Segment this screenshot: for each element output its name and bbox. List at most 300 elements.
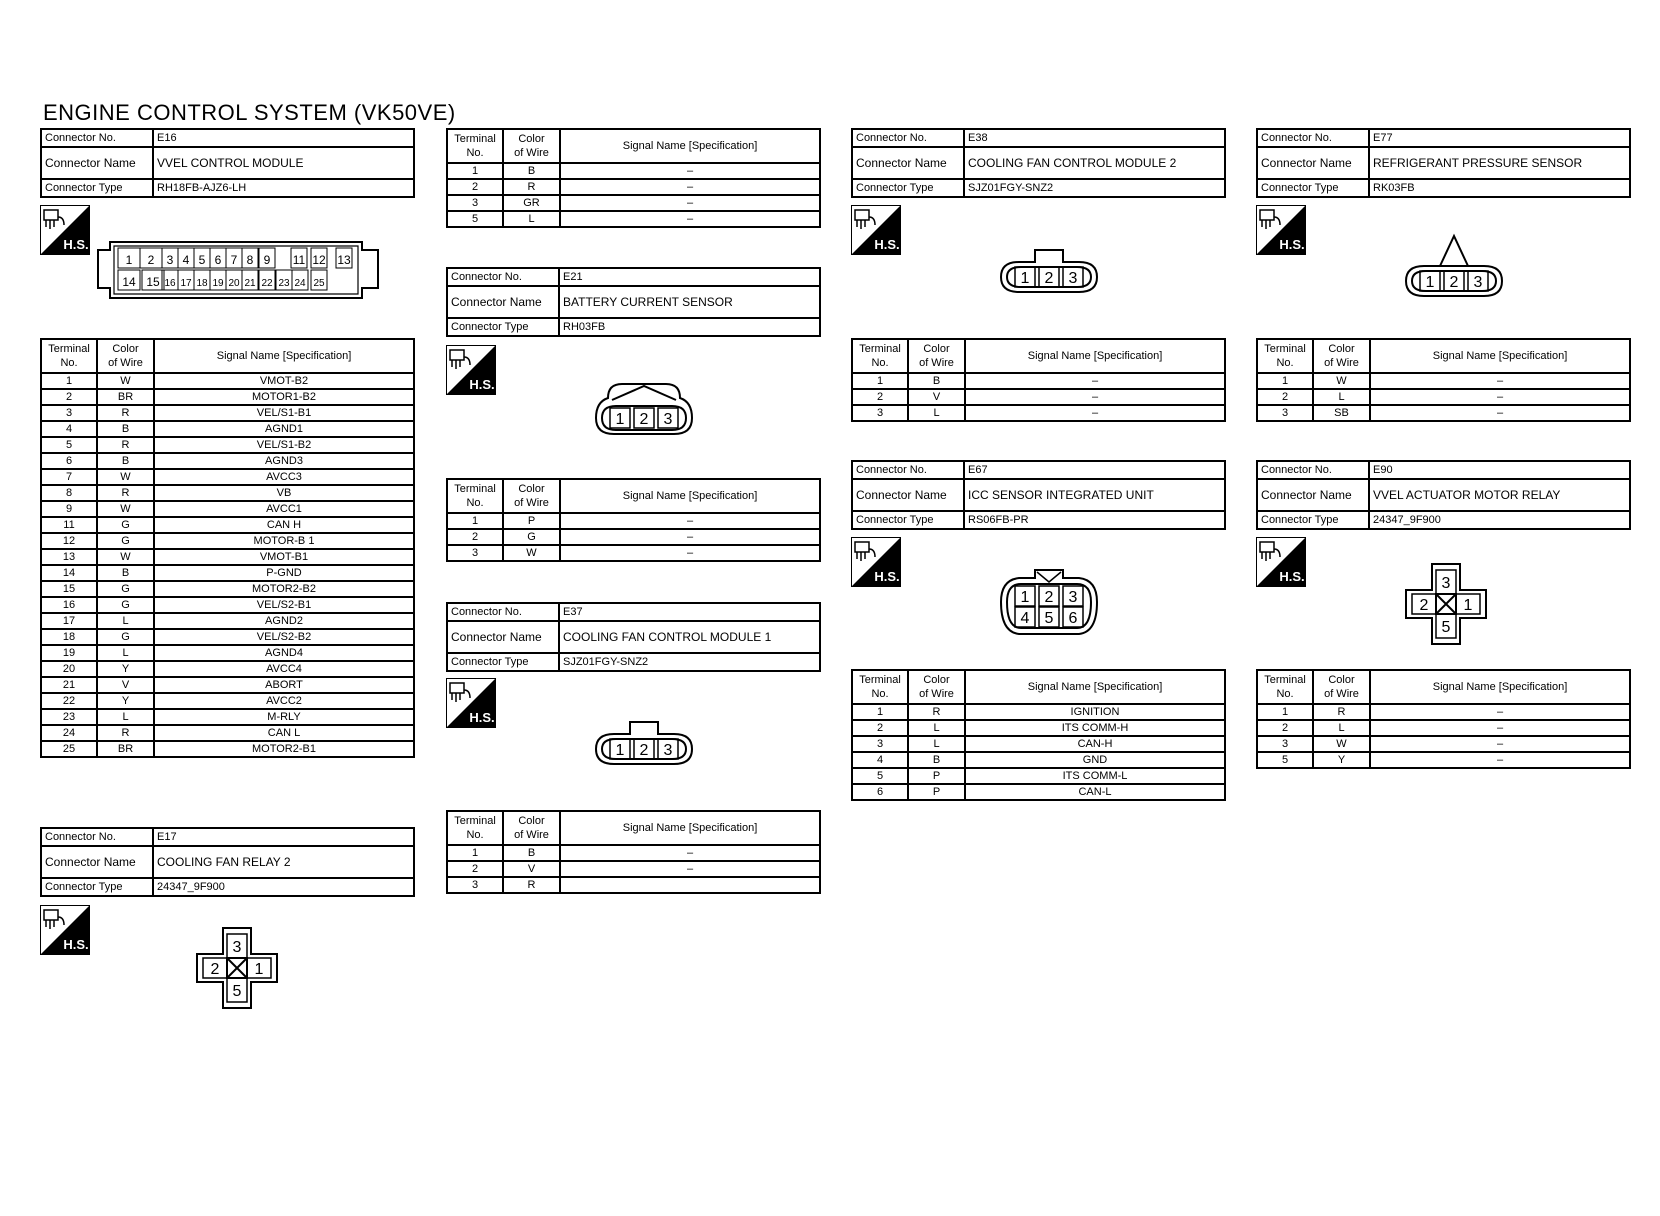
info-key: Connector No. bbox=[1257, 129, 1369, 147]
header-color-of-wire: Color of Wire bbox=[503, 811, 560, 845]
signal-name: – bbox=[560, 545, 820, 561]
pin-number: 8 bbox=[246, 253, 254, 267]
signal-name: VB bbox=[154, 485, 414, 501]
connector-no: E77 bbox=[1369, 129, 1630, 147]
connector-name: COOLING FAN CONTROL MODULE 1 bbox=[559, 621, 820, 653]
header-signal-name: Signal Name [Specification] bbox=[560, 129, 820, 163]
signal-name: MOTOR2-B1 bbox=[154, 741, 414, 757]
hs-label: H.S. bbox=[874, 237, 900, 252]
signal-name: MOTOR-B 1 bbox=[154, 533, 414, 549]
terminal-no: 5 bbox=[1257, 752, 1313, 768]
pin-number: 1 bbox=[254, 961, 264, 978]
header-signal-name: Signal Name [Specification] bbox=[560, 479, 820, 513]
harness-side-icon bbox=[446, 345, 496, 395]
connector-info-e90 bbox=[1256, 460, 1631, 530]
info-key: Connector No. bbox=[447, 603, 559, 621]
terminal-no: 1 bbox=[447, 513, 503, 529]
terminal-no: 2 bbox=[447, 179, 503, 195]
table-row bbox=[41, 709, 414, 725]
wire-color: R bbox=[503, 179, 560, 195]
signal-name: AGND2 bbox=[154, 613, 414, 629]
table-row bbox=[447, 861, 820, 877]
terminal-table-e77 bbox=[1256, 338, 1631, 422]
pin-number: 1 bbox=[1463, 597, 1473, 614]
wire-color: B bbox=[908, 752, 965, 768]
connector-face-e38 bbox=[999, 246, 1099, 296]
signal-name: AVCC2 bbox=[154, 693, 414, 709]
connector-type: SJZ01FGY-SNZ2 bbox=[559, 653, 820, 671]
terminal-no: 3 bbox=[852, 736, 908, 752]
wire-color: B bbox=[908, 373, 965, 389]
harness-side-icon bbox=[851, 537, 901, 587]
pin-number: 2 bbox=[1419, 597, 1429, 614]
header-color-of-wire: Color of Wire bbox=[1313, 670, 1370, 704]
pin-number: 11 bbox=[292, 253, 306, 267]
signal-name: MOTOR2-B2 bbox=[154, 581, 414, 597]
pin-number: 23 bbox=[278, 278, 290, 289]
pin-number: 5 bbox=[198, 253, 206, 267]
terminal-no: 2 bbox=[447, 529, 503, 545]
hs-label: H.S. bbox=[469, 710, 495, 725]
pin-number: 3 bbox=[232, 939, 242, 956]
table-row bbox=[447, 529, 820, 545]
header-signal-name: Signal Name [Specification] bbox=[154, 339, 414, 373]
pin-number: 18 bbox=[196, 278, 208, 289]
pin-number: 13 bbox=[337, 253, 351, 267]
table-row bbox=[447, 163, 820, 179]
terminal-no: 7 bbox=[41, 469, 97, 485]
connector-info-e38 bbox=[851, 128, 1226, 198]
pin-number: 9 bbox=[263, 253, 271, 267]
connector-type: 24347_9F900 bbox=[153, 878, 414, 896]
info-key: Connector No. bbox=[852, 461, 964, 479]
terminal-table bbox=[1256, 669, 1631, 769]
terminal-table bbox=[851, 338, 1226, 422]
terminal-no: 4 bbox=[41, 421, 97, 437]
table-row bbox=[447, 845, 820, 861]
signal-name: VEL/S1-B2 bbox=[154, 437, 414, 453]
table-row bbox=[852, 405, 1225, 421]
terminal-no: 23 bbox=[41, 709, 97, 725]
wire-color: B bbox=[503, 845, 560, 861]
terminal-no: 21 bbox=[41, 677, 97, 693]
pin-number: 2 bbox=[1449, 274, 1459, 291]
pin-number: 3 bbox=[1068, 589, 1078, 606]
terminal-no: 4 bbox=[852, 752, 908, 768]
terminal-table-e37 bbox=[446, 810, 821, 894]
table-row bbox=[41, 373, 414, 389]
signal-name: – bbox=[1370, 704, 1630, 720]
table-row bbox=[852, 704, 1225, 720]
info-key: Connector Name bbox=[852, 147, 964, 179]
harness-side-icon bbox=[40, 905, 90, 955]
connector-info-table bbox=[40, 128, 415, 198]
connector-type: 24347_9F900 bbox=[1369, 511, 1630, 529]
wire-color: R bbox=[503, 877, 560, 893]
signal-name: VEL/S1-B1 bbox=[154, 405, 414, 421]
wire-color: Y bbox=[1313, 752, 1370, 768]
info-key: Connector Type bbox=[1257, 511, 1369, 529]
terminal-no: 17 bbox=[41, 613, 97, 629]
hs-label: H.S. bbox=[469, 377, 495, 392]
connector-name: REFRIGERANT PRESSURE SENSOR bbox=[1369, 147, 1630, 179]
signal-name: CAN L bbox=[154, 725, 414, 741]
info-key: Connector Name bbox=[41, 846, 153, 878]
wire-color: W bbox=[97, 373, 154, 389]
table-row bbox=[41, 565, 414, 581]
terminal-no: 15 bbox=[41, 581, 97, 597]
connector-no: E16 bbox=[153, 129, 414, 147]
wire-color: V bbox=[908, 389, 965, 405]
pin-number: 1 bbox=[615, 742, 625, 759]
terminal-no: 1 bbox=[1257, 704, 1313, 720]
table-row bbox=[41, 517, 414, 533]
table-row bbox=[41, 741, 414, 757]
table-row bbox=[447, 211, 820, 227]
table-row bbox=[447, 195, 820, 211]
pin-number: 14 bbox=[122, 275, 136, 289]
pin-number: 3 bbox=[166, 253, 174, 267]
harness-side-icon bbox=[1256, 205, 1306, 255]
table-row bbox=[41, 421, 414, 437]
pin-number: 6 bbox=[214, 253, 222, 267]
terminal-table-e21 bbox=[446, 478, 821, 562]
table-row bbox=[41, 661, 414, 677]
wire-color: G bbox=[97, 597, 154, 613]
table-row bbox=[41, 533, 414, 549]
table-row bbox=[41, 677, 414, 693]
terminal-no: 25 bbox=[41, 741, 97, 757]
table-row bbox=[852, 784, 1225, 800]
terminal-no: 8 bbox=[41, 485, 97, 501]
table-row bbox=[41, 613, 414, 629]
terminal-no: 2 bbox=[41, 389, 97, 405]
terminal-table bbox=[446, 478, 821, 562]
pin-number: 2 bbox=[1044, 589, 1054, 606]
signal-name: AVCC3 bbox=[154, 469, 414, 485]
pin-number: 4 bbox=[182, 253, 190, 267]
terminal-no: 3 bbox=[447, 877, 503, 893]
wire-color: R bbox=[1313, 704, 1370, 720]
wire-color: B bbox=[503, 163, 560, 179]
wire-color: R bbox=[97, 437, 154, 453]
terminal-table bbox=[851, 669, 1226, 801]
wire-color: W bbox=[97, 549, 154, 565]
page-title: ENGINE CONTROL SYSTEM (VK50VE) bbox=[43, 100, 456, 125]
connector-face-e37 bbox=[594, 718, 694, 768]
terminal-no: 2 bbox=[852, 720, 908, 736]
connector-info-e17 bbox=[40, 827, 415, 897]
connector-no: E17 bbox=[153, 828, 414, 846]
signal-name: – bbox=[560, 163, 820, 179]
terminal-table-e16 bbox=[40, 338, 415, 758]
connector-face-e67 bbox=[999, 566, 1099, 638]
signal-name: VMOT-B2 bbox=[154, 373, 414, 389]
pin-number: 7 bbox=[230, 253, 238, 267]
terminal-no: 3 bbox=[447, 545, 503, 561]
info-key: Connector Name bbox=[447, 286, 559, 318]
connector-face-e16 bbox=[96, 240, 386, 302]
table-row bbox=[1257, 736, 1630, 752]
signal-name: ITS COMM-L bbox=[965, 768, 1225, 784]
terminal-table-e38 bbox=[851, 338, 1226, 422]
table-row bbox=[1257, 389, 1630, 405]
table-row bbox=[447, 513, 820, 529]
header-terminal-no: Terminal No. bbox=[852, 670, 908, 704]
connector-info-table bbox=[40, 827, 415, 897]
terminal-table bbox=[40, 338, 415, 758]
wire-color: R bbox=[908, 704, 965, 720]
table-row bbox=[41, 437, 414, 453]
wire-color: B bbox=[97, 453, 154, 469]
wire-color: L bbox=[908, 405, 965, 421]
wire-color: W bbox=[97, 469, 154, 485]
wire-color: Y bbox=[97, 693, 154, 709]
connector-no: E21 bbox=[559, 268, 820, 286]
header-terminal-no: Terminal No. bbox=[447, 811, 503, 845]
pin-number: 4 bbox=[1020, 610, 1030, 627]
terminal-no: 3 bbox=[852, 405, 908, 421]
connector-name: COOLING FAN CONTROL MODULE 2 bbox=[964, 147, 1225, 179]
terminal-no: 12 bbox=[41, 533, 97, 549]
wire-color: P bbox=[908, 784, 965, 800]
table-row bbox=[447, 179, 820, 195]
terminal-no: 18 bbox=[41, 629, 97, 645]
connector-info-table bbox=[851, 128, 1226, 198]
terminal-no: 5 bbox=[852, 768, 908, 784]
terminal-no: 1 bbox=[41, 373, 97, 389]
table-row bbox=[41, 453, 414, 469]
terminal-no: 2 bbox=[1257, 389, 1313, 405]
terminal-no: 1 bbox=[447, 163, 503, 179]
terminal-no: 6 bbox=[852, 784, 908, 800]
wire-color: B bbox=[97, 565, 154, 581]
pin-number: 17 bbox=[180, 278, 192, 289]
wire-color: L bbox=[908, 720, 965, 736]
info-key: Connector Name bbox=[1257, 147, 1369, 179]
info-key: Connector Name bbox=[447, 621, 559, 653]
terminal-no: 14 bbox=[41, 565, 97, 581]
connector-info-table bbox=[1256, 128, 1631, 198]
signal-name: – bbox=[560, 211, 820, 227]
terminal-no: 3 bbox=[1257, 736, 1313, 752]
connector-type: RH03FB bbox=[559, 318, 820, 336]
terminal-no: 5 bbox=[41, 437, 97, 453]
wire-color: L bbox=[908, 736, 965, 752]
info-key: Connector Type bbox=[1257, 179, 1369, 197]
connector-info-e77 bbox=[1256, 128, 1631, 198]
signal-name: CAN-H bbox=[965, 736, 1225, 752]
terminal-table bbox=[1256, 338, 1631, 422]
terminal-table-e18 bbox=[446, 128, 821, 228]
header-signal-name: Signal Name [Specification] bbox=[965, 339, 1225, 373]
info-key: Connector Type bbox=[852, 179, 964, 197]
hs-label: H.S. bbox=[1279, 237, 1305, 252]
wire-color: L bbox=[97, 645, 154, 661]
table-row bbox=[1257, 704, 1630, 720]
pin-number: 1 bbox=[125, 253, 133, 267]
header-terminal-no: Terminal No. bbox=[447, 479, 503, 513]
info-key: Connector Name bbox=[1257, 479, 1369, 511]
harness-side-icon bbox=[1256, 537, 1306, 587]
terminal-no: 2 bbox=[447, 861, 503, 877]
terminal-table-e90 bbox=[1256, 669, 1631, 769]
wire-color: L bbox=[1313, 720, 1370, 736]
terminal-no: 19 bbox=[41, 645, 97, 661]
pin-number: 1 bbox=[1425, 274, 1435, 291]
hs-label: H.S. bbox=[63, 237, 89, 252]
table-row bbox=[41, 581, 414, 597]
table-row bbox=[447, 545, 820, 561]
signal-name: AVCC4 bbox=[154, 661, 414, 677]
wire-color: W bbox=[503, 545, 560, 561]
hs-label: H.S. bbox=[1279, 569, 1305, 584]
connector-info-table bbox=[1256, 460, 1631, 530]
connector-face-e77 bbox=[1404, 228, 1504, 300]
terminal-no: 2 bbox=[852, 389, 908, 405]
terminal-no: 2 bbox=[1257, 720, 1313, 736]
signal-name: AGND4 bbox=[154, 645, 414, 661]
info-key: Connector Name bbox=[852, 479, 964, 511]
pin-number: 3 bbox=[1441, 575, 1451, 592]
table-row bbox=[1257, 405, 1630, 421]
terminal-no: 6 bbox=[41, 453, 97, 469]
wire-color: R bbox=[97, 405, 154, 421]
info-key: Connector Type bbox=[447, 318, 559, 336]
pin-number: 2 bbox=[639, 742, 649, 759]
connector-no: E67 bbox=[964, 461, 1225, 479]
signal-name: – bbox=[965, 405, 1225, 421]
table-row bbox=[852, 373, 1225, 389]
connector-info-e67 bbox=[851, 460, 1226, 530]
signal-name: VEL/S2-B1 bbox=[154, 597, 414, 613]
wire-color: W bbox=[1313, 736, 1370, 752]
pin-number: 3 bbox=[1473, 274, 1483, 291]
pin-number: 15 bbox=[146, 275, 160, 289]
table-row bbox=[852, 736, 1225, 752]
hs-label: H.S. bbox=[63, 937, 89, 952]
connector-no: E37 bbox=[559, 603, 820, 621]
wire-color: G bbox=[97, 533, 154, 549]
header-color-of-wire: Color of Wire bbox=[908, 339, 965, 373]
info-key: Connector No. bbox=[852, 129, 964, 147]
terminal-no: 24 bbox=[41, 725, 97, 741]
harness-side-icon bbox=[40, 205, 90, 255]
pin-number: 20 bbox=[228, 278, 240, 289]
wire-color: L bbox=[97, 613, 154, 629]
signal-name: – bbox=[560, 195, 820, 211]
header-color-of-wire: Color of Wire bbox=[503, 479, 560, 513]
table-row bbox=[41, 389, 414, 405]
header-terminal-no: Terminal No. bbox=[1257, 670, 1313, 704]
wire-color: W bbox=[97, 501, 154, 517]
connector-info-e21 bbox=[446, 267, 821, 337]
pin-number: 21 bbox=[244, 278, 256, 289]
signal-name: AGND1 bbox=[154, 421, 414, 437]
wire-color: SB bbox=[1313, 405, 1370, 421]
table-row bbox=[41, 597, 414, 613]
wire-color: P bbox=[503, 513, 560, 529]
terminal-no: 9 bbox=[41, 501, 97, 517]
signal-name: – bbox=[1370, 752, 1630, 768]
info-key: Connector No. bbox=[1257, 461, 1369, 479]
table-row bbox=[852, 768, 1225, 784]
terminal-no: 5 bbox=[447, 211, 503, 227]
terminal-table bbox=[446, 128, 821, 228]
wire-color: BR bbox=[97, 389, 154, 405]
signal-name: VMOT-B1 bbox=[154, 549, 414, 565]
info-key: Connector Type bbox=[41, 878, 153, 896]
signal-name: – bbox=[965, 373, 1225, 389]
pin-number: 24 bbox=[294, 278, 306, 289]
header-signal-name: Signal Name [Specification] bbox=[965, 670, 1225, 704]
connector-type: RK03FB bbox=[1369, 179, 1630, 197]
pin-number: 5 bbox=[1044, 610, 1054, 627]
harness-side-icon bbox=[851, 205, 901, 255]
header-terminal-no: Terminal No. bbox=[1257, 339, 1313, 373]
pin-number: 2 bbox=[639, 411, 649, 428]
table-row bbox=[41, 501, 414, 517]
wire-color: V bbox=[97, 677, 154, 693]
pin-number: 3 bbox=[663, 742, 673, 759]
wire-color: G bbox=[503, 529, 560, 545]
signal-name: – bbox=[1370, 373, 1630, 389]
header-terminal-no: Terminal No. bbox=[447, 129, 503, 163]
signal-name: – bbox=[560, 179, 820, 195]
pin-number: 3 bbox=[663, 411, 673, 428]
connector-no: E90 bbox=[1369, 461, 1630, 479]
signal-name: GND bbox=[965, 752, 1225, 768]
table-row bbox=[1257, 752, 1630, 768]
table-row bbox=[41, 549, 414, 565]
header-color-of-wire: Color of Wire bbox=[503, 129, 560, 163]
terminal-no: 20 bbox=[41, 661, 97, 677]
signal-name: P-GND bbox=[154, 565, 414, 581]
wire-color: B bbox=[97, 421, 154, 437]
terminal-no: 1 bbox=[1257, 373, 1313, 389]
table-row bbox=[41, 645, 414, 661]
pin-number: 2 bbox=[1044, 270, 1054, 287]
header-terminal-no: Terminal No. bbox=[41, 339, 97, 373]
wire-color: R bbox=[97, 725, 154, 741]
header-color-of-wire: Color of Wire bbox=[908, 670, 965, 704]
signal-name: VEL/S2-B2 bbox=[154, 629, 414, 645]
wire-color: GR bbox=[503, 195, 560, 211]
hs-label: H.S. bbox=[874, 569, 900, 584]
info-key: Connector No. bbox=[41, 828, 153, 846]
info-key: Connector No. bbox=[41, 129, 153, 147]
pin-number: 22 bbox=[261, 278, 273, 289]
wire-color: BR bbox=[97, 741, 154, 757]
signal-name: AGND3 bbox=[154, 453, 414, 469]
wire-color: G bbox=[97, 517, 154, 533]
connector-name: COOLING FAN RELAY 2 bbox=[153, 846, 414, 878]
header-signal-name: Signal Name [Specification] bbox=[1370, 339, 1630, 373]
terminal-no: 22 bbox=[41, 693, 97, 709]
wire-color: L bbox=[1313, 389, 1370, 405]
pin-number: 12 bbox=[312, 253, 326, 267]
connector-info-e37 bbox=[446, 602, 821, 672]
pin-number: 5 bbox=[232, 983, 242, 1000]
pin-number: 2 bbox=[210, 961, 220, 978]
terminal-no: 3 bbox=[1257, 405, 1313, 421]
terminal-no: 3 bbox=[447, 195, 503, 211]
signal-name: – bbox=[1370, 405, 1630, 421]
connector-face-e17 bbox=[195, 926, 279, 1010]
signal-name: – bbox=[560, 513, 820, 529]
connector-type: SJZ01FGY-SNZ2 bbox=[964, 179, 1225, 197]
info-key: Connector Type bbox=[41, 179, 153, 197]
